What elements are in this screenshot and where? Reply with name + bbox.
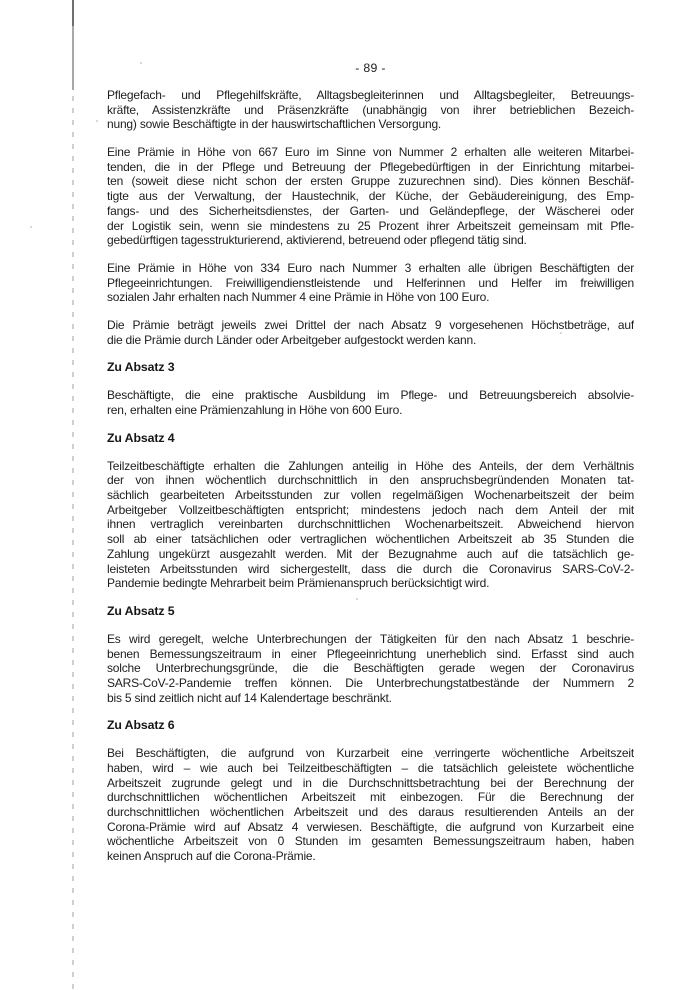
- text-line: ren, erhalten eine Prämienzahlung in Höhe von 600 Euro.: [107, 403, 403, 417]
- text-line: Zahlung ungekürzt ausgezahlt werden. Mit der Bezugnahme auch auf die tatsächlich ge-: [107, 546, 634, 561]
- section-heading: Zu Absatz 6: [107, 718, 175, 733]
- paragraph: [107, 388, 634, 417]
- document-body: [107, 88, 634, 864]
- text-line: durchschnittlichen wöchentlichen Arbeitszeit mit einbezogen. Für die Berechnung der: [107, 790, 634, 805]
- paragraph: [107, 145, 634, 248]
- text-line: sächlich gearbeiteten Arbeitsstunden zur vollen regelmäßigen Wochenarbeitszeit der beim: [107, 488, 634, 503]
- paragraph: [107, 632, 634, 705]
- text-line: soll ab einer tatsächlichen oder vertraglichen wöchentlichen Arbeitszeit ab 35 Stunden die: [107, 532, 634, 547]
- text-line: Beschäftigte, die eine praktische Ausbildung im Pflege- und Betreuungsbereich absolvie-: [107, 388, 634, 403]
- text-line: bis 5 sind zeitlich nicht auf 14 Kalendertage beschränkt.: [107, 690, 392, 705]
- text-line: fangs- und des Sicherheitsdienstes, der Garten- und Geländepflege, der Wäscherei oder: [107, 203, 634, 218]
- text-line: tigte aus der Verwaltung, der Haustechnik, der Küche, der Gebäudereinigung, des Emp-: [107, 189, 634, 204]
- text-line: Pflegefach- und Pflegehilfskräfte, Alltagsbegleiterinnen und Alltagsbegleiter, Betreuungs-: [107, 88, 634, 102]
- text-line: Arbeitszeit zugrunde gelegt und in die Durchschnittsbetrachtung bei der Berechnung der: [107, 775, 634, 790]
- scan-edge-line: [72, 0, 74, 990]
- scan-speck: [96, 120, 98, 122]
- text-line: leisteten Arbeitsstunden wird sichergestellt, dass die durch die Coronavirus SARS-CoV-2-: [107, 561, 634, 576]
- text-line: ten (soweit diese nicht schon der ersten Gruppe zuzurechnen sind). Dies können Beschäf-: [107, 174, 634, 189]
- scan-edge-line-cap: [72, 0, 74, 26]
- text-line: SARS-CoV-2-Pandemie treffen können. Die Unterbrechungstatbestände der Nummern 2: [107, 675, 634, 690]
- paragraph: [107, 261, 634, 305]
- text-line: gebedürftigen tagesstrukturierend, aktivierend, betreuend oder pflegend tätig sind.: [107, 233, 527, 248]
- text-line: nung) sowie Beschäftigte in der hauswirtschaftlichen Versorgung.: [107, 117, 442, 132]
- paragraph: [107, 459, 634, 591]
- text-line: Bei Beschäftigten, die aufgrund von Kurzarbeit eine verringerte wöchentliche Arbeitszeit: [107, 746, 634, 761]
- text-line: Pandemie bedingte Mehrarbeit beim Prämienanspruch berücksichtigt wird.: [107, 576, 490, 591]
- paragraph: [107, 88, 634, 132]
- text-line: der von ihnen wöchentlich durchschnittlich in den anspruchsbegründenden Monaten tat-: [107, 473, 634, 488]
- text-line: ihnen vertraglich vereinbarten durchschnittlichen Wochenarbeitszeit. Abweichend hiervon: [107, 517, 634, 532]
- text-line: Eine Prämie in Höhe von 334 Euro nach Nummer 3 erhalten alle übrigen Beschäftigten der: [107, 260, 634, 275]
- text-line: Pflegeeinrichtungen. Freiwilligendienstleistende und Helferinnen und Helfer im freiwilligen: [107, 275, 634, 290]
- text-line: solche Unterbrechungsgründe, die die Beschäftigten gerade wegen der Coronavirus: [107, 661, 634, 676]
- text-line: Arbeitgeber Vollzeitbeschäftigten entspricht; mindestens jedoch nach dem Anteil der mit: [107, 502, 634, 517]
- text-line: der Logistik sein, wenn sie mindestens zu 25 Prozent ihrer Arbeitszeit gemeinsam mit Pfle-: [107, 218, 634, 233]
- text-line: haben, wird – wie auch bei Teilzeitbeschäftigten – die tatsächlich geleistete wöchentliche: [107, 761, 634, 775]
- text-line: benen Bemessungszeitraum in einer Pflegeeinrichtung unerheblich sind. Erfasst sind auch: [107, 646, 634, 661]
- text-line: Teilzeitbeschäftigte erhalten die Zahlungen anteilig in Höhe des Anteils, der dem Verhältnis: [107, 458, 634, 473]
- text-line: sozialen Jahr erhalten nach Nummer 4 eine Prämie in Höhe von 100 Euro.: [107, 290, 490, 305]
- text-line: Die Prämie beträgt jeweils zwei Drittel der nach Absatz 9 vorgesehenen Höchstbeträge, auf: [107, 317, 634, 332]
- section-heading: Zu Absatz 5: [107, 603, 175, 618]
- paragraph: [107, 746, 634, 864]
- text-line: durchschnittlichen wöchentlichen Arbeitszeit und des daraus resultierenden Anteils an der: [107, 805, 634, 820]
- text-line: Eine Prämie in Höhe von 667 Euro im Sinne von Nummer 2 erhalten alle weiteren Mitarbei-: [107, 145, 634, 160]
- text-line: keinen Anspruch auf die Corona-Prämie.: [107, 849, 316, 864]
- text-line: wöchentliche Arbeitszeit von 0 Stunden im gesamten Bemessungszeitraum haben, haben: [107, 834, 634, 849]
- paragraph: [107, 318, 634, 347]
- text-line: die die Prämie durch Länder oder Arbeitgeber aufgestockt werden kann.: [107, 332, 477, 347]
- text-line: tenden, die in der Pflege und Betreuung der Pflegebedürftigen in der Einrichtung mitarbei-: [107, 159, 634, 174]
- text-line: kräfte, Assistenzkräfte und Präsenzkräfte (unabhängig von ihrer betrieblichen Bezeich-: [107, 102, 634, 117]
- section-heading: Zu Absatz 4: [107, 430, 175, 445]
- page-content: [107, 61, 634, 877]
- text-line: Es wird geregelt, welche Unterbrechungen der Tätigkeiten für den nach Absatz 1 beschrie-: [107, 631, 634, 646]
- section-heading: Zu Absatz 3: [107, 360, 175, 375]
- text-line: Corona-Prämie wird auf Absatz 4 verwiesen. Beschäftigte, die aufgrund von Kurzarbeit eine: [107, 819, 634, 834]
- page-number: - 89 -: [355, 61, 386, 75]
- scan-speck: [30, 226, 32, 228]
